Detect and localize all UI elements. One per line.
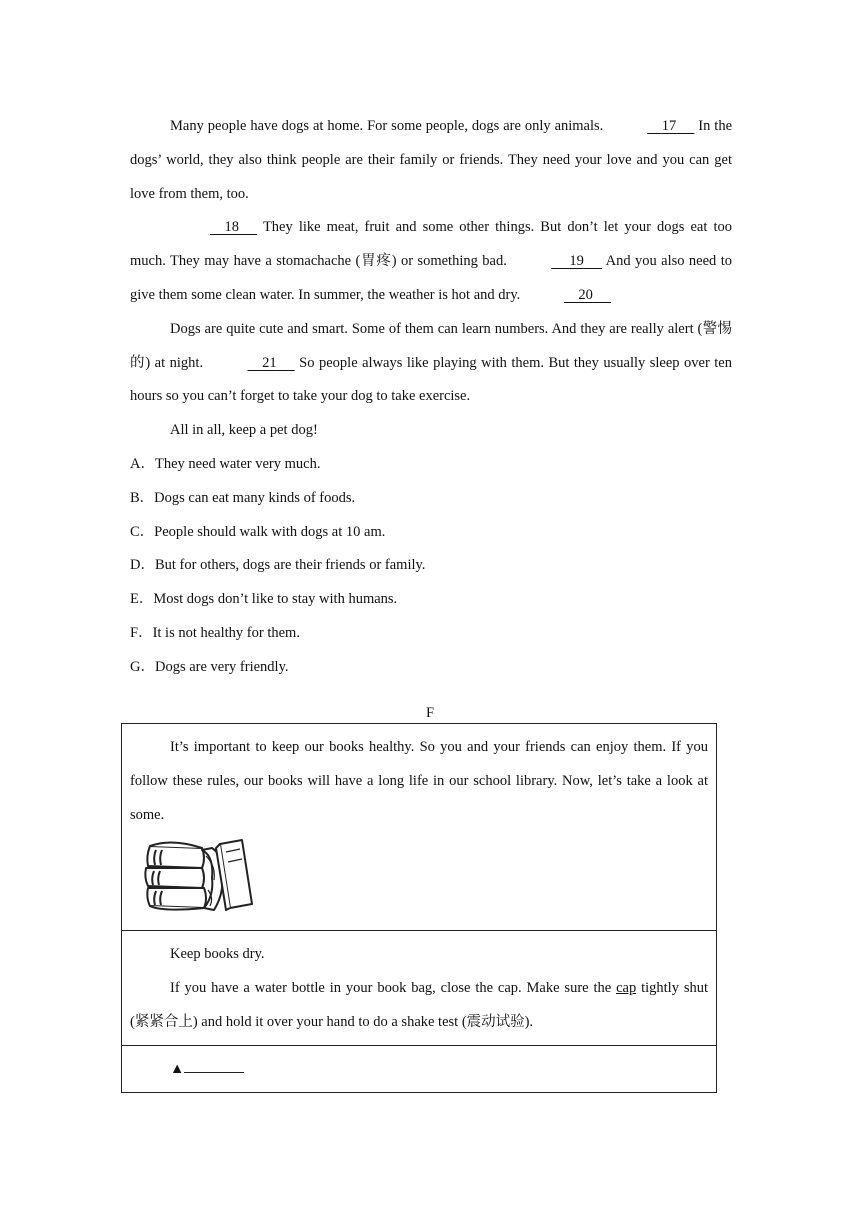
table-row (122, 931, 717, 1046)
rule-text (130, 971, 708, 1039)
paragraph-1 (130, 110, 732, 211)
text-run: They like meat, fruit and some other things. But don’t let your dogs eat too much. They may have a stomachache (胃疼) or something bad. (130, 219, 732, 270)
option-f[interactable]: F．It is not healthy for them. (130, 624, 300, 641)
rule-heading: Keep books dry. (170, 946, 265, 962)
option-a[interactable]: A．They need water very much. (130, 455, 321, 472)
table-row (122, 1046, 717, 1093)
blank-number: 20 (578, 286, 593, 303)
text-run: tightly shut (紧紧合上) and hold it over your hand to do a shake test (震动试验). (130, 980, 708, 1030)
text-run: So people always like playing with them. But they usually sleep over ten hours so you can’t forget to take your dog to take exercise. (130, 354, 732, 405)
intro-cell (122, 724, 717, 931)
blank-number: 18 (224, 219, 239, 236)
triangle-marker-icon: ▲ (170, 1061, 185, 1077)
blank-20[interactable] (524, 279, 611, 313)
answer-blank[interactable] (130, 1052, 708, 1086)
table-row (122, 724, 717, 931)
text-run: If you have a water bottle in your book bag, close the cap. Make sure the (170, 980, 617, 996)
paragraph-4: All in all, keep a pet dog! (170, 422, 318, 439)
blank-18[interactable] (170, 211, 257, 245)
books-stack-icon (142, 836, 256, 916)
paragraph-3 (130, 313, 732, 414)
text-run: Dogs are quite cute and smart. Some of them can learn numbers. And they are really alert (警惕的) at night. (130, 320, 732, 371)
blank-number: 19 (569, 253, 584, 270)
blank-17[interactable] (607, 110, 694, 144)
option-c[interactable]: C．People should walk with dogs at 10 am. (130, 523, 386, 540)
reading-passage (130, 110, 732, 685)
option-b[interactable]: B．Dogs can eat many kinds of foods. (130, 489, 356, 506)
section-title: F (425, 705, 435, 721)
intro-text: It’s important to keep our books healthy. So you and your friends can enjoy them. If you follow these rules, our books will have a long life in our school library. Now, let’s take a look at some. (130, 739, 708, 823)
text-run: Many people have dogs at home. For some people, dogs are only animals. (170, 118, 608, 134)
blank-cell (122, 1046, 717, 1093)
option-e[interactable]: E．Most dogs don’t like to stay with humans. (130, 591, 398, 608)
underlined-word-cap: cap (616, 980, 637, 996)
option-list (130, 448, 732, 685)
blank-number: 17 (661, 118, 677, 134)
text-run: In the dogs’ world, they also think people are their family or friends. They need your love and you can get love from them, too. (130, 118, 733, 202)
text-run: And you also need to give them some clean water. In summer, the weather is hot and dry. (130, 253, 732, 303)
section-f-table (121, 723, 717, 1093)
rule-cell (122, 931, 717, 1046)
answer-line[interactable] (184, 1058, 244, 1073)
blank-19[interactable] (511, 245, 602, 279)
blank-21[interactable] (208, 347, 295, 381)
option-d[interactable]: D．But for others, dogs are their friends or family. (130, 557, 426, 574)
paragraph-2 (130, 211, 732, 312)
option-g[interactable]: G．Dogs are very friendly. (130, 658, 289, 675)
blank-number: 21 (262, 354, 277, 371)
